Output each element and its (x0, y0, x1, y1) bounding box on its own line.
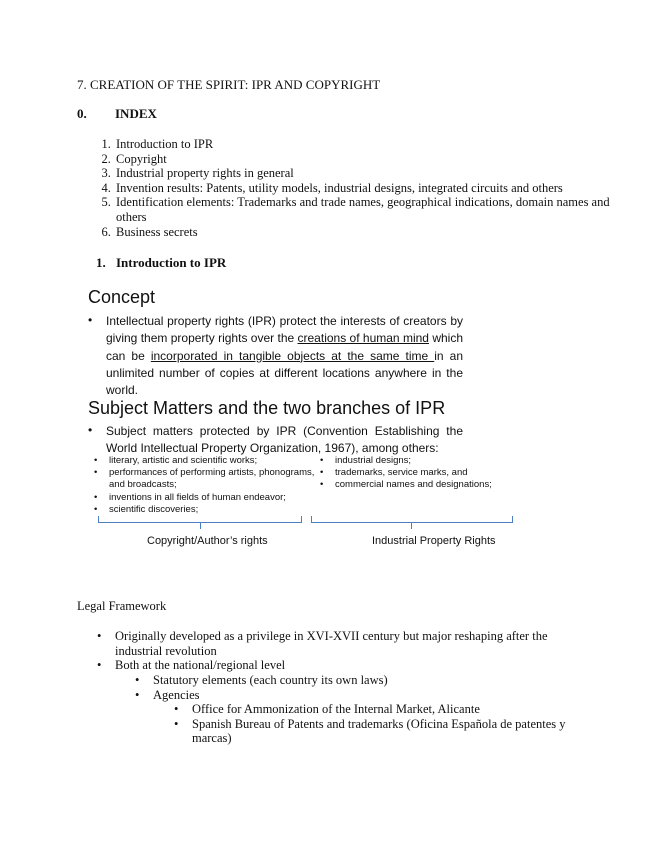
industrial-property-label: Industrial Property Rights (372, 535, 496, 547)
list-item: • trademarks, service marks, and (320, 467, 510, 479)
toc-item: 6. Business secrets (114, 225, 614, 240)
list-item: • Agencies (153, 688, 583, 703)
toc-item: 3. Industrial property rights in general (114, 166, 614, 181)
toc-item: 2. Copyright (114, 152, 614, 167)
document-title: 7. CREATION OF THE SPIRIT: IPR AND COPYRIGHT (77, 77, 381, 92)
copyright-subject-list (94, 455, 324, 516)
concept-text: which can be (106, 331, 463, 363)
concept-bullet: • (88, 313, 93, 327)
underlined-phrase: creations of human mind (297, 331, 429, 346)
list-item: • Statutory elements (each country its own laws) (153, 673, 583, 688)
list-item: • scientific discoveries; (94, 504, 324, 516)
index-heading (77, 106, 157, 122)
industrial-subject-list (320, 455, 510, 492)
industrial-bracket-tick (411, 522, 412, 529)
list-item: • Spanish Bureau of Patents and trademarks (Oficina Española de patentes y marcas) (192, 717, 592, 746)
agencies-list (192, 702, 592, 746)
copyright-bracket-tick (200, 522, 201, 529)
subject-paragraph: Subject matters protected by IPR (Convention Establishing the World Intellectual Property Organization, 1967), among others: (106, 424, 463, 456)
concept-text: in an unlimited number of copies at different locations anywhere in the world. (106, 348, 463, 398)
subject-bullet: • (88, 423, 93, 437)
list-item: • Office for Ammonization of the Internal Market, Alicante (192, 702, 592, 717)
legal-sublist (153, 673, 583, 702)
index-label: INDEX (115, 106, 157, 121)
legal-framework-heading: Legal Framework (77, 599, 167, 613)
subject-heading: Subject Matters and the two branches of IPR (88, 398, 446, 418)
underlined-phrase: incorporated in tangible objects at the same time (150, 348, 435, 363)
list-item: • performances of performing artists, phonograms, and broadcasts; (94, 467, 324, 491)
section-heading (96, 255, 226, 271)
concept-paragraph (106, 313, 463, 399)
list-item: • Originally developed as a privilege in XVI-XVII century but major reshaping after the industrial revolution (115, 629, 590, 658)
toc-item: 4. Invention results: Patents, utility models, industrial designs, integrated circuits and others (114, 181, 614, 196)
table-of-contents (96, 137, 614, 239)
list-item: • inventions in all fields of human endeavor; (94, 492, 324, 504)
list-item: • commercial names and designations; (320, 479, 510, 491)
index-number: 0. (77, 106, 87, 121)
industrial-bracket (311, 516, 513, 523)
concept-heading: Concept (88, 287, 156, 307)
toc-item: 5. Identification elements: Trademarks and trade names, geographical indications, domain names and others (114, 195, 614, 224)
list-item: • literary, artistic and scientific works; (94, 455, 324, 467)
list-item: • industrial designs; (320, 455, 510, 467)
section-number: 1. (96, 255, 106, 270)
copyright-label: Copyright/Author’s rights (147, 535, 268, 547)
list-item: • Both at the national/regional level (115, 658, 590, 673)
concept-text: Intellectual property rights (IPR) protect the interests of creators by giving them property rights over the (106, 314, 463, 346)
section-title: Introduction to IPR (116, 255, 227, 270)
legal-list (115, 629, 590, 673)
toc-item: 1. Introduction to IPR (114, 137, 614, 152)
